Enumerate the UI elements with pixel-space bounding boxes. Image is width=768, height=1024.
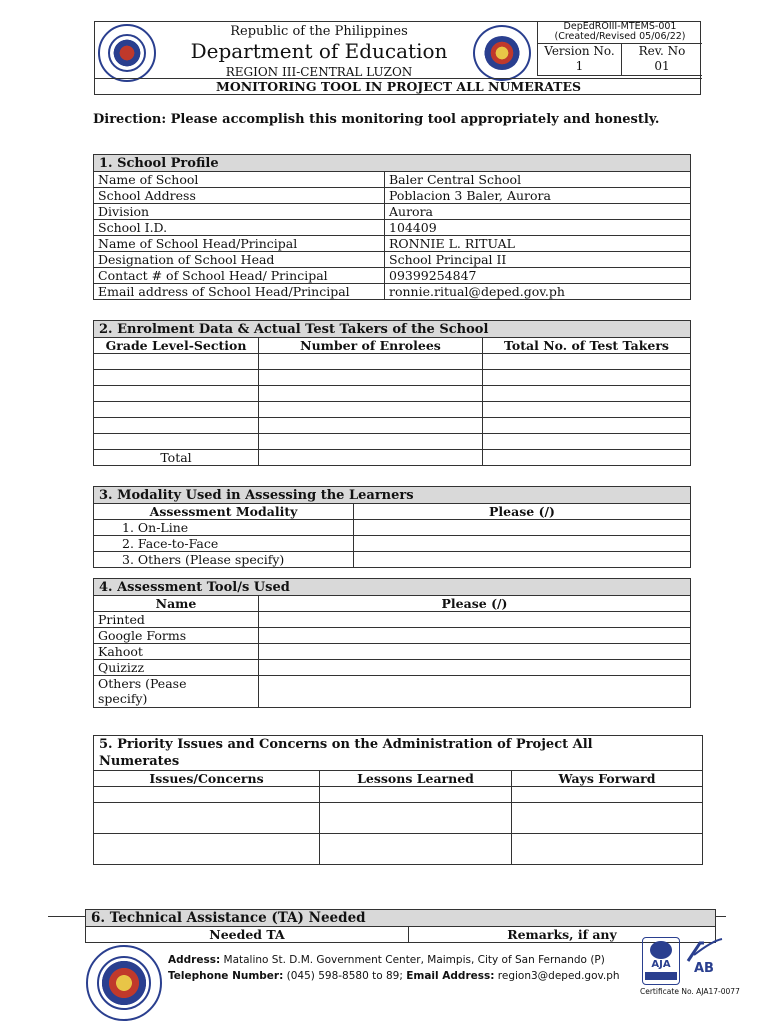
profile-value[interactable]: Aurora [385,204,691,220]
empty-cell[interactable] [94,418,259,434]
ab-logo-icon [684,937,724,985]
aja-text: AJA [651,959,671,970]
col-needed-ta: Needed TA [86,927,409,943]
table-row [94,536,691,552]
profile-value[interactable]: School Principal II [385,252,691,268]
check-cell[interactable] [259,644,691,660]
region-seal-icon [473,25,531,81]
section1-title: 1. School Profile [94,155,691,172]
ab-text: AB [694,961,714,976]
rev-label: Rev. No [638,44,686,58]
region-text: REGION III-CENTRAL LUZON [225,65,413,79]
empty-cell[interactable] [320,787,512,803]
others-line2: specify) [98,691,148,706]
profile-label: Name of School Head/Principal [94,236,385,252]
enrolment-table [93,320,691,466]
empty-cell[interactable] [259,370,483,386]
section2-title: 2. Enrolment Data & Actual Test Takers of the School [94,321,691,338]
check-cell[interactable] [259,660,691,676]
doc-code: DepEdROIII-MTEMS-001 [563,21,677,32]
empty-cell[interactable] [94,834,320,865]
table-row [94,188,691,204]
table-row [94,386,691,402]
footer-deped-seal-icon [86,945,162,1021]
profile-value[interactable]: 104409 [385,220,691,236]
technical-assistance-table [85,909,716,943]
profile-value[interactable]: Poblacion 3 Baler, Aurora [385,188,691,204]
total-label: Total [94,450,259,466]
col-modality: Assessment Modality [94,504,354,520]
others-line1: Others (Pease [98,676,187,691]
table-row [94,676,691,708]
section5-title-line1: 5. Priority Issues and Concerns on the Administration of Project All [99,737,593,752]
table-row [94,220,691,236]
empty-cell[interactable] [483,402,691,418]
col-lessons: Lessons Learned [320,771,512,787]
direction-text: Direction: Please accomplish this monitoring tool appropriately and honestly. [93,112,660,127]
empty-cell[interactable] [483,386,691,402]
rev-box [621,44,702,76]
table-row [94,644,691,660]
empty-cell[interactable] [259,386,483,402]
col-ways-forward: Ways Forward [512,771,703,787]
table-row [94,834,703,865]
address-label: Address: [168,954,221,966]
table-row [94,252,691,268]
empty-cell[interactable] [94,370,259,386]
table-row [94,628,691,644]
check-cell[interactable] [259,612,691,628]
empty-cell[interactable] [259,402,483,418]
certificate-number: Certificate No. AJA17-0077 [640,987,740,996]
table-row [94,236,691,252]
empty-cell[interactable] [320,803,512,834]
col-issues: Issues/Concerns [94,771,320,787]
section3-title: 3. Modality Used in Assessing the Learners [94,487,691,504]
col-grade-level: Grade Level-Section [94,338,259,354]
empty-cell[interactable] [512,787,703,803]
empty-cell[interactable] [483,370,691,386]
doc-code-box [537,21,702,44]
empty-cell[interactable] [259,434,483,450]
profile-label: School I.D. [94,220,385,236]
empty-cell[interactable] [94,434,259,450]
profile-value[interactable]: Baler Central School [385,172,691,188]
table-row [94,418,691,434]
col-test-takers: Total No. of Test Takers [483,338,691,354]
table-row [94,370,691,386]
col-tool-name: Name [94,596,259,612]
empty-cell[interactable] [259,418,483,434]
col-please-check: Please (/) [354,504,691,520]
section5-title-line2: Numerates [99,754,180,769]
table-row [94,520,691,536]
section4-title: 4. Assessment Tool/s Used [94,579,691,596]
tool-item-others [94,676,259,708]
table-row [94,612,691,628]
profile-label: School Address [94,188,385,204]
table-row [94,402,691,418]
aja-logo-icon [642,937,680,985]
empty-cell[interactable] [483,418,691,434]
col-remarks: Remarks, if any [409,927,716,943]
tool-item: Google Forms [94,628,259,644]
empty-cell[interactable] [483,354,691,370]
check-cell[interactable] [354,520,691,536]
footer-address [168,952,638,984]
phone-value: (045) 598-8580 to 89; [286,970,403,982]
version-label: Version No. [544,44,615,58]
rev-value: 01 [654,59,670,73]
section6-title: 6. Technical Assistance (TA) Needed [86,910,716,927]
department-title: Department of Education [190,39,448,63]
modality-item: 3. Others (Please specify) [94,552,354,568]
profile-label: Contact # of School Head/ Principal [94,268,385,284]
republic-text: Republic of the Philippines [230,24,408,39]
table-row [94,787,703,803]
empty-cell[interactable] [512,803,703,834]
table-row [94,204,691,220]
check-cell[interactable] [259,628,691,644]
table-row [94,354,691,370]
address-line [168,952,638,968]
empty-cell[interactable] [259,354,483,370]
tool-item: Quizizz [94,660,259,676]
check-cell[interactable] [354,536,691,552]
table-row [94,803,703,834]
footer-divider-left [48,916,88,917]
empty-cell[interactable] [94,787,320,803]
doc-date: (Created/Revised 05/06/22) [554,31,686,42]
phone-label: Telephone Number: [168,970,284,982]
tool-item: Kahoot [94,644,259,660]
empty-cell[interactable] [259,450,483,466]
total-row [94,450,691,466]
section5-title [94,736,703,771]
email-label: Email Address: [406,970,495,982]
empty-cell[interactable] [94,386,259,402]
empty-cell[interactable] [512,834,703,865]
empty-cell[interactable] [483,450,691,466]
modality-table [93,486,691,568]
deped-seal-icon [98,24,156,82]
profile-value[interactable]: 09399254847 [385,268,691,284]
table-row [94,434,691,450]
priority-issues-table [93,735,703,865]
header-box [94,21,701,95]
address-value: Matalino St. D.M. Government Center, Maimpis, City of San Fernando (P) [223,954,605,966]
empty-cell[interactable] [483,434,691,450]
profile-label: Division [94,204,385,220]
version-value: 1 [575,59,584,73]
empty-cell[interactable] [94,354,259,370]
empty-cell[interactable] [94,402,259,418]
form-title: MONITORING TOOL IN PROJECT ALL NUMERATES [95,78,702,95]
table-row [94,660,691,676]
col-enrolees: Number of Enrolees [259,338,483,354]
assessment-tools-table [93,578,691,708]
table-row [94,268,691,284]
email-value: region3@deped.gov.ph [497,970,620,982]
check-cell[interactable] [259,676,691,708]
profile-value[interactable]: ronnie.ritual@deped.gov.ph [385,284,691,300]
profile-value[interactable]: RONNIE L. RITUAL [385,236,691,252]
table-row [94,284,691,300]
empty-cell[interactable] [320,834,512,865]
profile-label: Designation of School Head [94,252,385,268]
table-row [94,552,691,568]
table-row [94,172,691,188]
version-box [537,44,621,76]
tool-item: Printed [94,612,259,628]
contact-line [168,968,638,984]
modality-item: 1. On-Line [94,520,354,536]
profile-label: Name of School [94,172,385,188]
modality-item: 2. Face-to-Face [94,536,354,552]
check-cell[interactable] [354,552,691,568]
empty-cell[interactable] [94,803,320,834]
col-please-check: Please (/) [259,596,691,612]
profile-label: Email address of School Head/Principal [94,284,385,300]
school-profile-table [93,154,691,300]
